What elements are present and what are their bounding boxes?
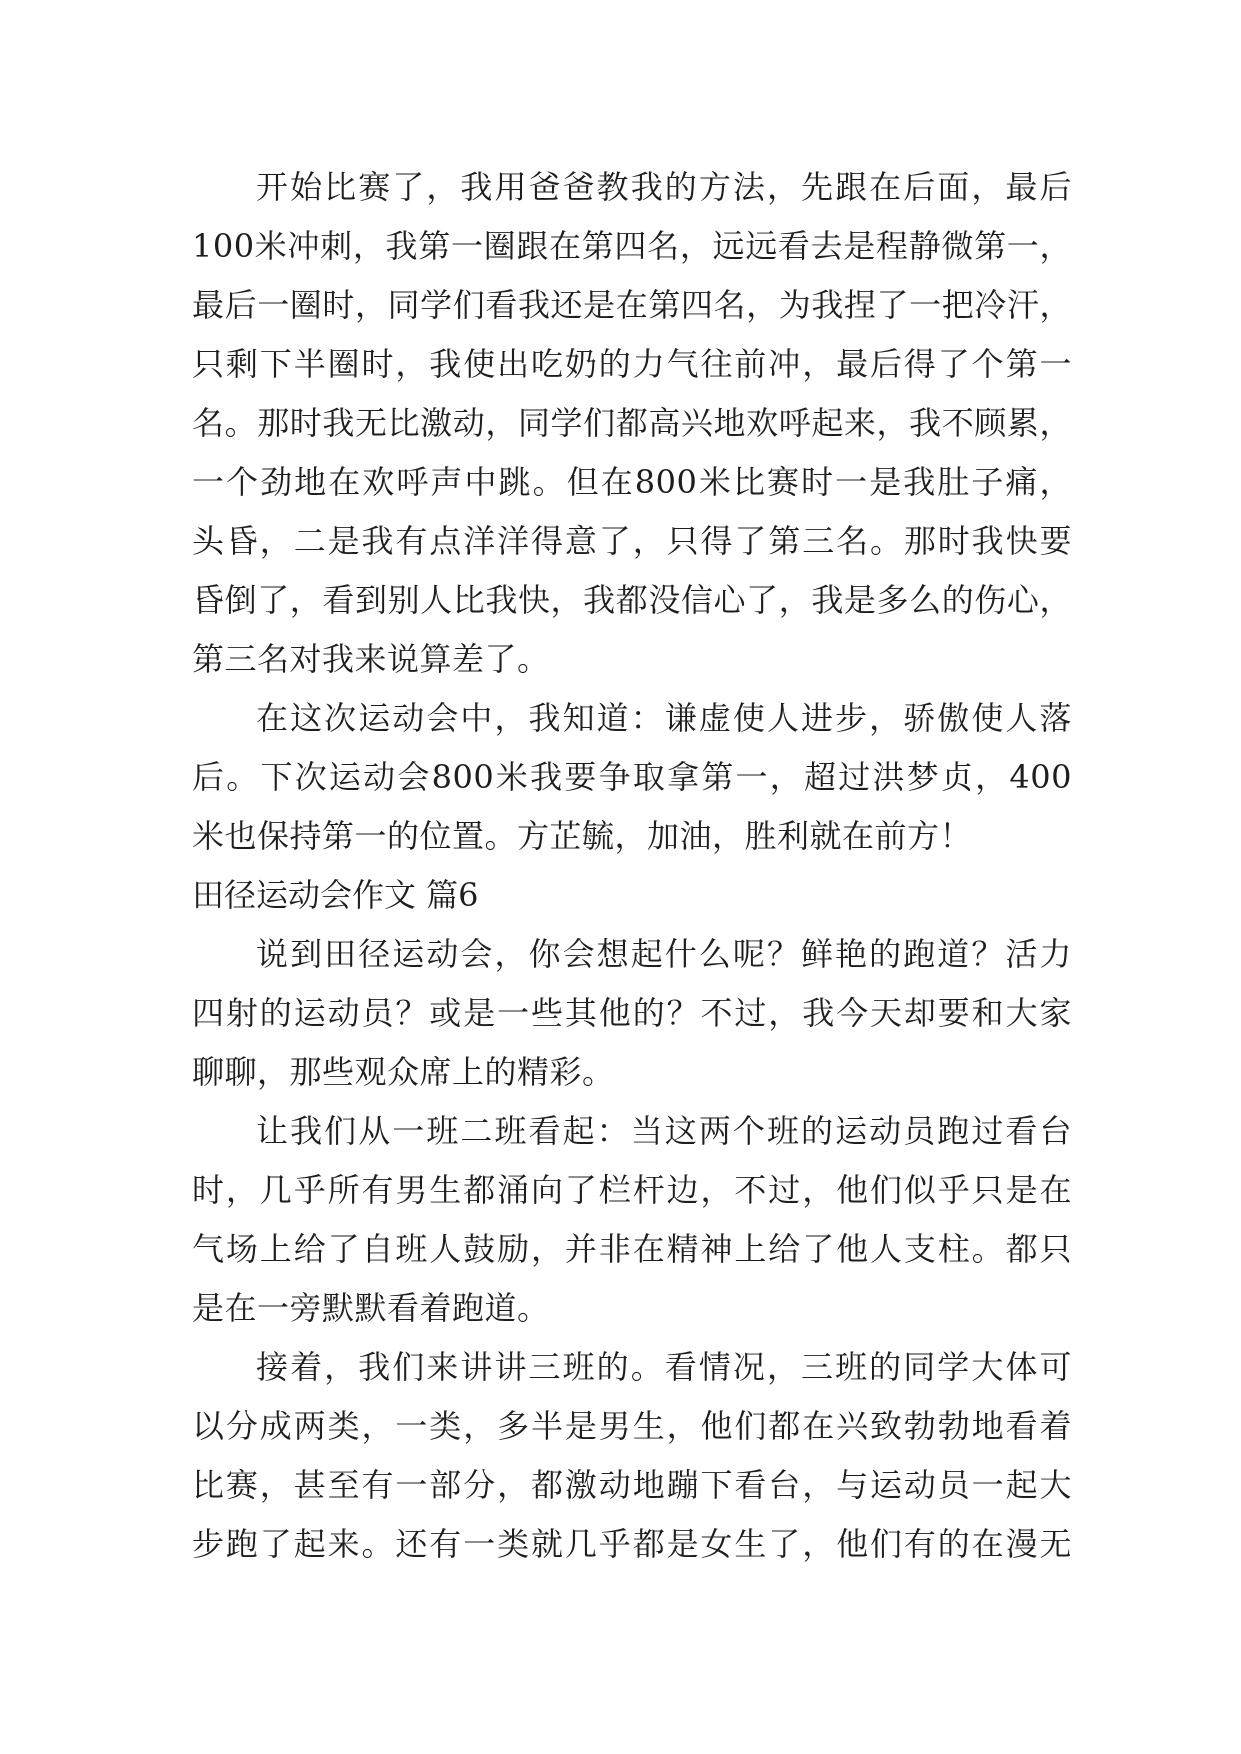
paragraph-line: 昏倒了，看到别人比我快，我都没信心了，我是多么的伤心，: [192, 581, 1072, 619]
paragraph-line: 只剩下半圈时，我使出吃奶的力气往前冲，最后得了个第一: [192, 345, 1072, 383]
paragraph-line: 气场上给了自班人鼓励，并非在精神上给了他人支柱。都只: [192, 1230, 1072, 1268]
paragraph-line: 最后一圈时，同学们看我还是在第四名，为我捏了一把冷汗，: [192, 286, 1072, 324]
paragraph-line: 开始比赛了，我用爸爸教我的方法，先跟在后面，最后: [256, 168, 1072, 206]
paragraph-line: 接着，我们来讲讲三班的。看情况，三班的同学大体可: [256, 1348, 1072, 1386]
paragraph-line: 是在一旁默默看着跑道。: [192, 1289, 550, 1327]
paragraph-line: 步跑了起来。还有一类就几乎都是女生了，他们有的在漫无: [192, 1525, 1072, 1563]
paragraph-line: 100米冲刺，我第一圈跟在第四名，远远看去是程静微第一，: [192, 227, 1072, 265]
paragraph-line: 一个劲地在欢呼声中跳。但在800米比赛时一是我肚子痛，: [192, 463, 1072, 501]
paragraph-line: 说到田径运动会，你会想起什么呢？鲜艳的跑道？活力: [256, 935, 1072, 973]
paragraph-line: 米也保持第一的位置。方芷毓，加油，胜利就在前方！: [192, 817, 973, 855]
section-heading: 田径运动会作文 篇6: [192, 876, 479, 914]
paragraph-line: 比赛，甚至有一部分，都激动地蹦下看台，与运动员一起大: [192, 1466, 1072, 1504]
paragraph-line: 名。那时我无比激动，同学们都高兴地欢呼起来，我不顾累，: [192, 404, 1072, 442]
paragraph-line: 让我们从一班二班看起：当这两个班的运动员跑过看台: [256, 1112, 1072, 1150]
paragraph-line: 头昏，二是我有点洋洋得意了，只得了第三名。那时我快要: [192, 522, 1072, 560]
paragraph-line: 聊聊，那些观众席上的精彩。: [192, 1053, 615, 1091]
paragraph-line: 第三名对我来说算差了。: [192, 640, 550, 678]
paragraph-line: 后。下次运动会800米我要争取拿第一，超过洪梦贞，400: [192, 758, 1072, 796]
paragraph-line: 时，几乎所有男生都涌向了栏杆边，不过，他们似乎只是在: [192, 1171, 1072, 1209]
paragraph-line: 在这次运动会中，我知道：谦虚使人进步，骄傲使人落: [256, 699, 1072, 737]
paragraph-line: 以分成两类，一类，多半是男生，他们都在兴致勃勃地看着: [192, 1407, 1072, 1445]
paragraph-line: 四射的运动员？或是一些其他的？不过，我今天却要和大家: [192, 994, 1072, 1032]
article-body: [192, 158, 1072, 1574]
